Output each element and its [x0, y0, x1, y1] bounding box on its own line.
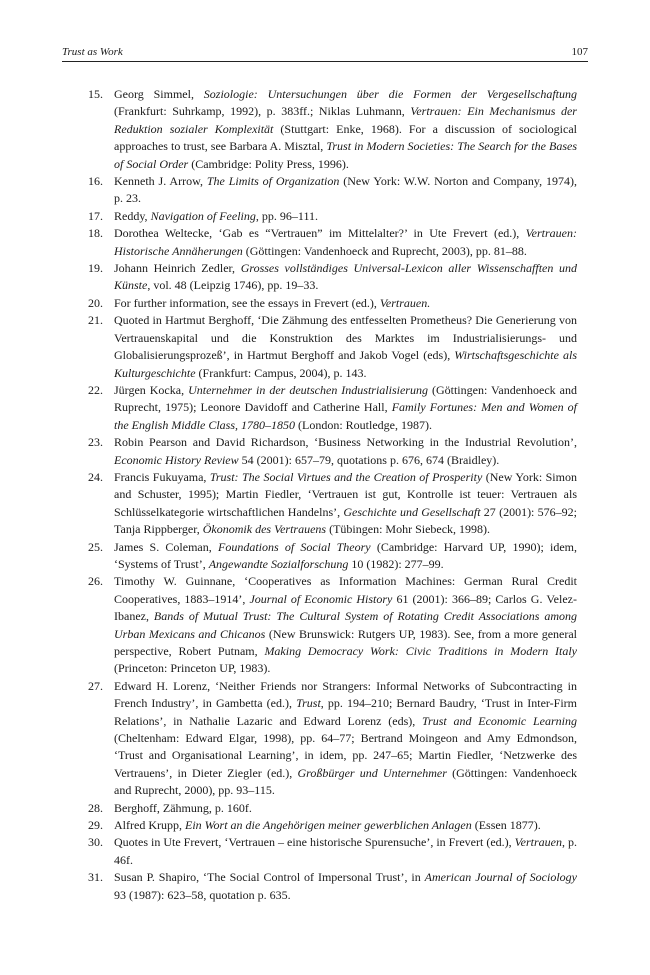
- endnote: [88, 678, 578, 800]
- endnote-text: (Frankfurt: Suhrkamp, 1992), p. 383ff.; Niklas Luhmann,: [114, 104, 411, 119]
- endnote-text: (Cambridge: Harvard UP, 1990); idem, ‘Systems of Trust’,: [114, 539, 577, 571]
- endnote-text: (Cheltenham: Edward Elgar, 1998), pp. 64–77; Bertrand Moingeon and Amy Edmondson, ‘Trust and Organisational Learning’, in idem, pp. 247–65; Martin Fiedler, ‘Netzwerke des Vertrauens’, in Dieter Ziegler (ed.),: [114, 731, 577, 780]
- endnote-number: 31.: [88, 870, 103, 885]
- endnote-italic-title: The Limits of Organization: [206, 174, 340, 189]
- endnote: [88, 260, 577, 295]
- page-number: 107: [571, 46, 588, 58]
- endnote-text: (Tübingen: Mohr Siebeck, 1998).: [326, 522, 491, 537]
- running-title: Trust as Work: [62, 46, 123, 58]
- running-head: [62, 46, 588, 62]
- endnote-number: 22.: [88, 382, 103, 397]
- endnote-text: For further information, see the essays in Frevert (ed.),: [114, 295, 380, 310]
- endnote-number: 19.: [88, 261, 103, 276]
- endnote-number: 21.: [88, 313, 103, 328]
- endnote-text: , p. 46f.: [114, 835, 578, 867]
- endnote-italic-title: Trust: The Social Virtues and the Creation of Prosperity: [209, 469, 483, 484]
- endnote-text: 54 (2001): 657–79, quotations p. 676, 674 (Braidley).: [238, 452, 500, 467]
- endnote-number: 20.: [88, 295, 103, 310]
- endnote: [88, 869, 577, 904]
- endnote-italic-title: Foundations of Social Theory: [217, 539, 371, 554]
- endnote-italic-title: Grosses vollständiges Universal-Lexicon aller Wissenschafften und Künste: [114, 261, 577, 293]
- endnote: [88, 312, 578, 382]
- endnote-text: Berghoff, Zähmung, p. 160f.: [114, 800, 252, 815]
- endnote-italic-title: Bands of Mutual Trust: The Cultural System of Rotating Credit Associations among Urban Mexicans and Chicanos: [114, 609, 577, 641]
- endnote: [88, 573, 578, 677]
- endnote-italic-title: Angewandte Sozialforschung: [208, 556, 349, 571]
- endnote-number: 15.: [88, 87, 103, 101]
- endnote-text: (Frankfurt: Campus, 2004), p. 143.: [195, 365, 367, 380]
- endnote: [88, 834, 578, 869]
- endnote: [88, 382, 578, 434]
- endnote-text: , pp. 96–111.: [255, 208, 318, 223]
- endnote: [88, 86, 577, 173]
- endnote-text: Dorothea Weltecke, ‘Gab es “Vertrauen” im Mittelalter?’ in Ute Frevert (ed.),: [114, 226, 526, 241]
- endnote-text: Georg Simmel,: [114, 87, 204, 101]
- endnote-italic-title: Unternehmer in der deutschen Industrialisierung: [188, 382, 428, 397]
- endnote-text: Robin Pearson and David Richardson, ‘Business Networking in the Industrial Revolution’,: [114, 435, 577, 450]
- endnote-text: (Cambridge: Polity Press, 1996).: [188, 156, 349, 171]
- endnote-text: (New Brunswick: Rutgers UP, 1983). See, from a more general perspective, Robert Putnam,: [114, 626, 578, 658]
- endnote-text: James S. Coleman,: [114, 539, 218, 554]
- endnote-italic-title: Economic History Review: [114, 452, 239, 467]
- endnote-number: 26.: [88, 574, 103, 589]
- endnote-italic-title: Geschichte und Gesellschaft: [343, 504, 481, 519]
- endnote-italic-title: Großbürger und Unternehmer: [297, 765, 447, 780]
- endnote: [88, 208, 577, 225]
- endnote: [88, 800, 577, 817]
- endnote: [88, 295, 577, 312]
- endnote-text: Alfred Krupp,: [114, 818, 185, 833]
- endnote-text: (Göttingen: Vandenhoeck and Ruprecht, 2003), pp. 81–88.: [242, 243, 527, 258]
- endnote: [88, 817, 577, 834]
- endnote-number: 27.: [88, 678, 103, 693]
- endnote-text: Johann Heinrich Zedler,: [114, 261, 241, 276]
- endnote-text: Jürgen Kocka,: [114, 382, 189, 397]
- endnote-number: 24.: [88, 469, 103, 484]
- endnote-text: , pp. 194–210; Bernard Baudry, ‘Trust in Inter-Firm Relations’, in Nathalie Lazaric and Edward Lorenz (eds),: [114, 696, 577, 728]
- endnote-italic-title: Wirtschaftsgeschichte als Kulturgeschichte: [114, 348, 578, 380]
- endnote-italic-title: Journal of Economic History: [249, 591, 393, 606]
- endnote-number: 30.: [88, 835, 103, 850]
- endnote-italic-title: Family Fortunes: Men and Women of the English Middle Class, 1780–1850: [114, 400, 578, 432]
- endnote-text: Quoted in Hartmut Berghoff, ‘Die Zähmung des entfesselten Prometheus? Die Generierung von Vertrauenskapital und die Konstruktion des Marktes im Industrialisierungs- und Globalisierungsprozeß’, in Hartmut Berghoff and Jakob Vogel (eds),: [114, 313, 577, 363]
- endnote-text: Quotes in Ute Frevert, ‘Vertrauen – eine historische Spurensuche’, in Frevert (ed.),: [114, 835, 515, 850]
- endnote-text: (Princeton: Princeton UP, 1983).: [114, 661, 271, 676]
- endnote-italic-title: American Journal of Sociology: [424, 870, 577, 885]
- endnote-text: Susan P. Shapiro, ‘The Social Control of Impersonal Trust’, in: [114, 870, 425, 885]
- endnote-text: Edward H. Lorenz, ‘Neither Friends nor Strangers: Informal Networks of Subcontracting in French Industry’, in Gambetta (ed.),: [114, 678, 577, 711]
- endnote-italic-title: Trust in Modern Societies: The Search for the Bases of Social Order: [114, 139, 577, 171]
- endnote-text: (Stuttgart: Enke, 1968). For a discussion of sociological approaches to trust, see Barbara A. Misztal,: [114, 121, 577, 154]
- endnote-text: (New York: Simon and Schuster, 1995); Martin Fiedler, ‘Vertrauen ist gut, Kontrolle ist teuer: Vertrauen als Schlüsselkategorie wirtschaftlichen Handelns’,: [114, 469, 577, 519]
- endnote-italic-title: Vertrauen: Ein Mechanismus der Reduktion sozialer Komplexität: [114, 104, 577, 136]
- endnote: [88, 225, 577, 260]
- endnote: [88, 173, 577, 208]
- endnote-number: 18.: [88, 226, 103, 241]
- endnote-text: Timothy W. Guinnane, ‘Cooperatives as Information Machines: German Rural Credit Cooperatives, 1883–1914’,: [114, 574, 577, 606]
- endnote-number: 17.: [88, 208, 103, 223]
- endnote: [88, 434, 577, 469]
- endnote-text: (London: Routledge, 1987).: [295, 417, 432, 432]
- endnote-number: 16.: [88, 174, 103, 189]
- endnote-text: Reddy,: [114, 208, 151, 223]
- endnote-italic-title: Making Democracy Work: Civic Traditions in Modern Italy: [264, 644, 578, 658]
- endnote-italic-title: Trust: [296, 696, 321, 711]
- endnote-italic-title: Ein Wort an die Angehörigen meiner gewerblichen Anlagen: [184, 818, 472, 833]
- endnote-text: 61 (2001): 366–89; Carlos G. Velez-Ibanez,: [114, 591, 577, 624]
- endnote-text: (New York: W.W. Norton and Company, 1974), p. 23.: [114, 174, 577, 206]
- endnote: [88, 469, 577, 539]
- endnote-number: 25.: [88, 539, 103, 554]
- endnote-italic-title: Trust and Economic Learning: [422, 713, 578, 728]
- endnote-text: 10 (1982): 277–99.: [348, 556, 444, 571]
- endnote-text: (Essen 1877).: [471, 818, 541, 833]
- endnote-number: 23.: [88, 435, 103, 450]
- endnote-text: 93 (1987): 623–58, quotation p. 635.: [114, 887, 291, 902]
- endnote-italic-title: Vertrauen: Historische Annäherungen: [114, 226, 577, 258]
- endnote-text: 27 (2001): 576–92; Tanja Rippberger,: [114, 504, 577, 537]
- endnote-text: , vol. 48 (Leipzig 1746), pp. 19–33.: [147, 278, 319, 293]
- endnote-number: 28.: [88, 800, 103, 815]
- endnote-italic-title: Vertrauen.: [379, 295, 431, 310]
- endnotes-list: [0, 86, 650, 904]
- endnote-italic-title: Vertrauen: [514, 835, 562, 850]
- endnote-italic-title: Navigation of Feeling: [150, 208, 256, 223]
- endnote: [88, 539, 577, 574]
- endnote-text: Francis Fukuyama,: [114, 469, 210, 484]
- endnote-text: Kenneth J. Arrow,: [114, 174, 207, 189]
- endnote-text: (Göttingen: Vandenhoeck and Ruprecht, 1975); Leonore Davidoff and Catherine Hall,: [114, 382, 577, 415]
- endnote-text: (Göttingen: Vandenhoeck and Ruprecht, 2000), pp. 93–115.: [114, 765, 577, 798]
- endnote-italic-title: Soziologie: Untersuchungen über die Formen der Vergesellschaftung: [203, 87, 577, 101]
- endnote-italic-title: Ökonomik des Vertrauens: [202, 522, 327, 537]
- endnote-number: 29.: [88, 818, 103, 833]
